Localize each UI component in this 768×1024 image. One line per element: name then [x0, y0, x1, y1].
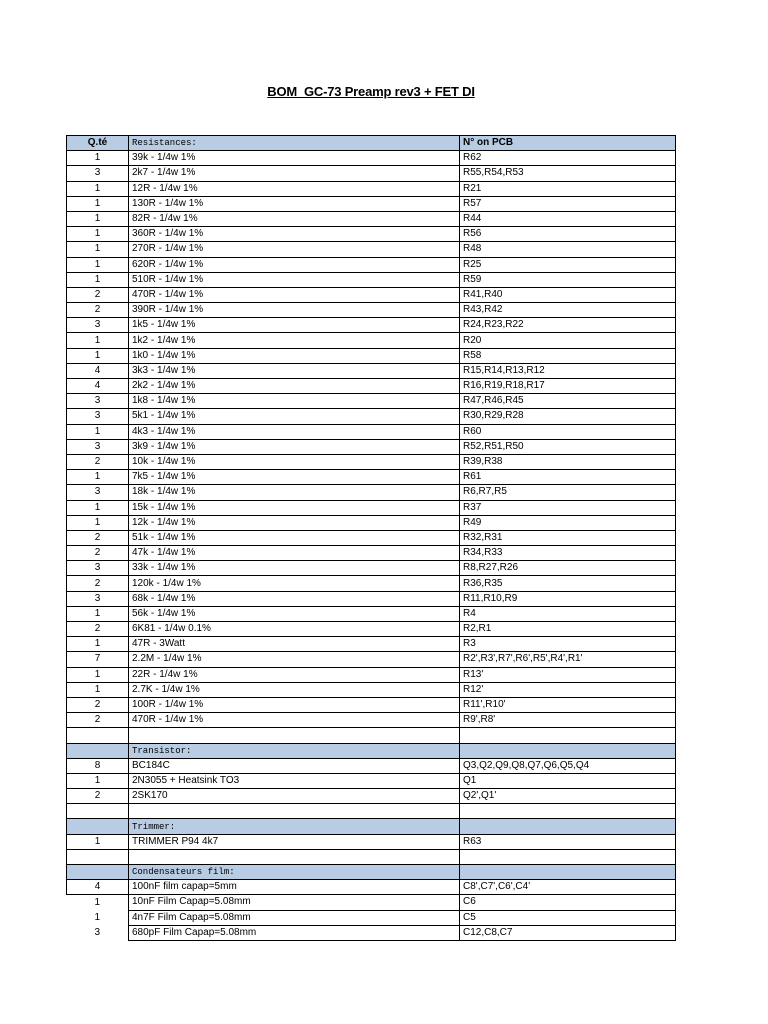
description-cell: 620R - 1/4w 1% [129, 257, 460, 272]
qty-cell: 1 [67, 196, 129, 211]
table-row [67, 682, 676, 697]
description-cell: 1k2 - 1/4w 1% [129, 333, 460, 348]
pcb-ref-cell: R47,R46,R45 [460, 394, 676, 409]
pcb-ref-cell: R2,R1 [460, 622, 676, 637]
description-cell: 2.2M - 1/4w 1% [129, 652, 460, 667]
pcb-ref-cell: R55,R54,R53 [460, 166, 676, 181]
blank-row [67, 849, 676, 864]
qty-cell: 3 [67, 561, 129, 576]
description-cell: 390R - 1/4w 1% [129, 303, 460, 318]
pcb-ref-cell [460, 743, 676, 758]
table-row [67, 500, 676, 515]
qty-cell: 4 [67, 379, 129, 394]
pcb-ref-cell: R58 [460, 348, 676, 363]
description-cell: 100nF film capap=5mm [129, 880, 460, 895]
description-cell: 6K81 - 1/4w 0.1% [129, 622, 460, 637]
table-row [67, 834, 676, 849]
description-cell: 4k3 - 1/4w 1% [129, 424, 460, 439]
description-cell: BC184C [129, 758, 460, 773]
table-row [67, 181, 676, 196]
qty-cell: 1 [67, 181, 129, 196]
qty-cell: 1 [67, 834, 129, 849]
description-cell: 15k - 1/4w 1% [129, 500, 460, 515]
pcb-ref-cell: R41,R40 [460, 287, 676, 302]
table-row [67, 773, 676, 788]
qty-cell: 1 [67, 470, 129, 485]
table-row [67, 470, 676, 485]
section-row [67, 865, 676, 880]
qty-cell: 1 [67, 773, 129, 788]
qty-cell [67, 728, 129, 743]
table-row [67, 880, 676, 895]
pcb-ref-cell: R24,R23,R22 [460, 318, 676, 333]
pcb-ref-cell: R43,R42 [460, 303, 676, 318]
pcb-ref-cell: C6 [460, 895, 676, 910]
description-cell: TRIMMER P94 4k7 [129, 834, 460, 849]
table-row [67, 895, 676, 910]
table-row [67, 713, 676, 728]
table-row [67, 272, 676, 287]
header-qty: Q.té [67, 136, 129, 151]
qty-cell: 7 [67, 652, 129, 667]
table-row [67, 333, 676, 348]
table-row [67, 424, 676, 439]
table-row [67, 394, 676, 409]
pcb-ref-cell: R34,R33 [460, 546, 676, 561]
qty-cell: 1 [67, 682, 129, 697]
description-cell: 120k - 1/4w 1% [129, 576, 460, 591]
table-row [67, 530, 676, 545]
description-cell: 270R - 1/4w 1% [129, 242, 460, 257]
qty-cell: 1 [67, 211, 129, 226]
pcb-ref-cell: R37 [460, 500, 676, 515]
description-cell: Transistor: [129, 743, 460, 758]
qty-cell [67, 819, 129, 834]
qty-cell: 1 [67, 227, 129, 242]
pcb-ref-cell [460, 865, 676, 880]
table-row [67, 348, 676, 363]
description-cell: 18k - 1/4w 1% [129, 485, 460, 500]
pcb-ref-cell: R57 [460, 196, 676, 211]
description-cell: 1k5 - 1/4w 1% [129, 318, 460, 333]
pcb-ref-cell: R13' [460, 667, 676, 682]
table-row [67, 303, 676, 318]
description-cell [129, 728, 460, 743]
table-row [67, 196, 676, 211]
qty-cell: 1 [67, 500, 129, 515]
description-cell: 10k - 1/4w 1% [129, 454, 460, 469]
header-pcb-ref: N° on PCB [460, 136, 676, 151]
description-cell: 130R - 1/4w 1% [129, 196, 460, 211]
pcb-ref-cell: Q3,Q2,Q9,Q8,Q7,Q6,Q5,Q4 [460, 758, 676, 773]
qty-cell: 1 [67, 606, 129, 621]
pcb-ref-cell [460, 804, 676, 819]
pcb-ref-cell: R2',R3',R7',R6',R5',R4',R1' [460, 652, 676, 667]
qty-cell: 3 [67, 409, 129, 424]
description-cell: 470R - 1/4w 1% [129, 713, 460, 728]
description-cell: Condensateurs film: [129, 865, 460, 880]
pcb-ref-cell: R61 [460, 470, 676, 485]
table-row [67, 242, 676, 257]
qty-cell: 3 [67, 591, 129, 606]
pcb-ref-cell [460, 849, 676, 864]
pcb-ref-cell: R63 [460, 834, 676, 849]
description-cell: 56k - 1/4w 1% [129, 606, 460, 621]
qty-cell: 3 [94, 926, 101, 938]
qty-cell: 2 [67, 697, 129, 712]
description-cell: 5k1 - 1/4w 1% [129, 409, 460, 424]
description-cell: 510R - 1/4w 1% [129, 272, 460, 287]
description-cell [129, 804, 460, 819]
description-cell: 22R - 1/4w 1% [129, 667, 460, 682]
table-row [67, 758, 676, 773]
section-row [67, 819, 676, 834]
table-row [67, 546, 676, 561]
qty-cell: 2 [67, 576, 129, 591]
qty-cell: 3 [67, 318, 129, 333]
description-cell: 1k8 - 1/4w 1% [129, 394, 460, 409]
qty-cell: 2 [67, 454, 129, 469]
pcb-ref-cell: R8,R27,R26 [460, 561, 676, 576]
qty-cell: 1 [67, 151, 129, 166]
description-cell [129, 849, 460, 864]
description-cell: 2N3055 + Heatsink TO3 [129, 773, 460, 788]
pcb-ref-cell: Q1 [460, 773, 676, 788]
pcb-ref-cell: R11,R10,R9 [460, 591, 676, 606]
description-cell: 10nF Film Capap=5.08mm [129, 895, 460, 910]
pcb-ref-cell: C8',C7',C6',C4' [460, 880, 676, 895]
pcb-ref-cell: R62 [460, 151, 676, 166]
table-row [67, 409, 676, 424]
pcb-ref-cell: R39,R38 [460, 454, 676, 469]
table-row [67, 561, 676, 576]
qty-cell [67, 849, 129, 864]
pcb-ref-cell: R44 [460, 211, 676, 226]
table-row [67, 652, 676, 667]
table-row [67, 363, 676, 378]
pcb-ref-cell: C12,C8,C7 [460, 925, 676, 940]
pcb-ref-cell: R21 [460, 181, 676, 196]
document-title: BOM_GC-73 Preamp rev3 + FET DI [267, 84, 475, 99]
description-cell: 12k - 1/4w 1% [129, 515, 460, 530]
table-row [67, 606, 676, 621]
bom-table [66, 135, 676, 941]
qty-cell: 1 [67, 242, 129, 257]
qty-cell: 2 [67, 622, 129, 637]
qty-cell: 1 [67, 348, 129, 363]
pcb-ref-cell: R60 [460, 424, 676, 439]
table-row [67, 227, 676, 242]
pcb-ref-cell: R49 [460, 515, 676, 530]
description-cell: 12R - 1/4w 1% [129, 181, 460, 196]
pcb-ref-cell [460, 819, 676, 834]
qty-cell: 1 [67, 257, 129, 272]
table-row [67, 257, 676, 272]
description-cell: 1k0 - 1/4w 1% [129, 348, 460, 363]
table-row [67, 439, 676, 454]
blank-row [67, 804, 676, 819]
table-row [67, 485, 676, 500]
pcb-ref-cell: C5 [460, 910, 676, 925]
table-row [67, 622, 676, 637]
table-row [67, 591, 676, 606]
qty-cell: 8 [67, 758, 129, 773]
description-cell: 360R - 1/4w 1% [129, 227, 460, 242]
description-cell: Trimmer: [129, 819, 460, 834]
description-cell: 47R - 3Watt [129, 637, 460, 652]
description-cell: 3k3 - 1/4w 1% [129, 363, 460, 378]
table-row [67, 667, 676, 682]
table-row [67, 454, 676, 469]
description-cell: 2.7K - 1/4w 1% [129, 682, 460, 697]
pcb-ref-cell: R25 [460, 257, 676, 272]
table-row [67, 637, 676, 652]
qty-cell: 1 [67, 515, 129, 530]
qty-cell: 1 [94, 896, 101, 908]
pcb-ref-cell: R12' [460, 682, 676, 697]
qty-cell: 4 [67, 880, 129, 895]
qty-cell: 3 [67, 485, 129, 500]
description-cell: 47k - 1/4w 1% [129, 546, 460, 561]
pcb-ref-cell: R6,R7,R5 [460, 485, 676, 500]
table-header-row [67, 136, 676, 151]
pcb-ref-cell [460, 728, 676, 743]
table-row [67, 211, 676, 226]
pcb-ref-cell: R52,R51,R50 [460, 439, 676, 454]
table-row [67, 910, 676, 925]
qty-cell: 1 [67, 424, 129, 439]
pcb-ref-cell: R9',R8' [460, 713, 676, 728]
qty-cell [67, 743, 129, 758]
description-cell: 2k2 - 1/4w 1% [129, 379, 460, 394]
pcb-ref-cell: R11',R10' [460, 697, 676, 712]
qty-cell: 3 [67, 394, 129, 409]
qty-cell: 2 [67, 530, 129, 545]
qty-cell: 1 [67, 333, 129, 348]
description-cell: 3k9 - 1/4w 1% [129, 439, 460, 454]
qty-cell: 1 [67, 272, 129, 287]
pcb-ref-cell: R15,R14,R13,R12 [460, 363, 676, 378]
qty-cell: 4 [67, 363, 129, 378]
pcb-ref-cell: R30,R29,R28 [460, 409, 676, 424]
pcb-ref-cell: R20 [460, 333, 676, 348]
bom-table-body [67, 136, 676, 941]
pcb-ref-cell: R59 [460, 272, 676, 287]
table-row [67, 318, 676, 333]
qty-cell: 2 [67, 287, 129, 302]
description-cell: 33k - 1/4w 1% [129, 561, 460, 576]
description-cell: 2k7 - 1/4w 1% [129, 166, 460, 181]
table-row [67, 166, 676, 181]
qty-cell [67, 865, 129, 880]
qty-cell: 1 [94, 911, 101, 923]
description-cell: 2SK170 [129, 789, 460, 804]
section-row [67, 743, 676, 758]
description-cell: 82R - 1/4w 1% [129, 211, 460, 226]
description-cell: 39k - 1/4w 1% [129, 151, 460, 166]
pcb-ref-cell: R16,R19,R18,R17 [460, 379, 676, 394]
description-cell: 4n7F Film Capap=5.08mm [129, 910, 460, 925]
pcb-ref-cell: R36,R35 [460, 576, 676, 591]
description-cell: 7k5 - 1/4w 1% [129, 470, 460, 485]
qty-cell: 2 [67, 546, 129, 561]
pcb-ref-cell: R48 [460, 242, 676, 257]
table-row [67, 515, 676, 530]
pcb-ref-cell: Q2',Q1' [460, 789, 676, 804]
qty-cell: 3 [67, 439, 129, 454]
description-cell: 680pF Film Capap=5.08mm [129, 925, 460, 940]
qty-cell: 2 [67, 713, 129, 728]
pcb-ref-cell: R56 [460, 227, 676, 242]
qty-cell: 2 [67, 303, 129, 318]
description-cell: 51k - 1/4w 1% [129, 530, 460, 545]
header-description: Resistances: [129, 136, 460, 151]
description-cell: 68k - 1/4w 1% [129, 591, 460, 606]
qty-cell: 3 [67, 166, 129, 181]
table-row [67, 379, 676, 394]
table-row [67, 697, 676, 712]
table-row [67, 789, 676, 804]
qty-cell: 1 [67, 667, 129, 682]
table-row [67, 576, 676, 591]
table-row [67, 287, 676, 302]
qty-cell: 2 [67, 789, 129, 804]
pcb-ref-cell: R4 [460, 606, 676, 621]
description-cell: 100R - 1/4w 1% [129, 697, 460, 712]
pcb-ref-cell: R3 [460, 637, 676, 652]
table-row [67, 925, 676, 940]
qty-cell [67, 804, 129, 819]
description-cell: 470R - 1/4w 1% [129, 287, 460, 302]
pcb-ref-cell: R32,R31 [460, 530, 676, 545]
table-row [67, 151, 676, 166]
blank-row [67, 728, 676, 743]
qty-cell: 1 [67, 637, 129, 652]
